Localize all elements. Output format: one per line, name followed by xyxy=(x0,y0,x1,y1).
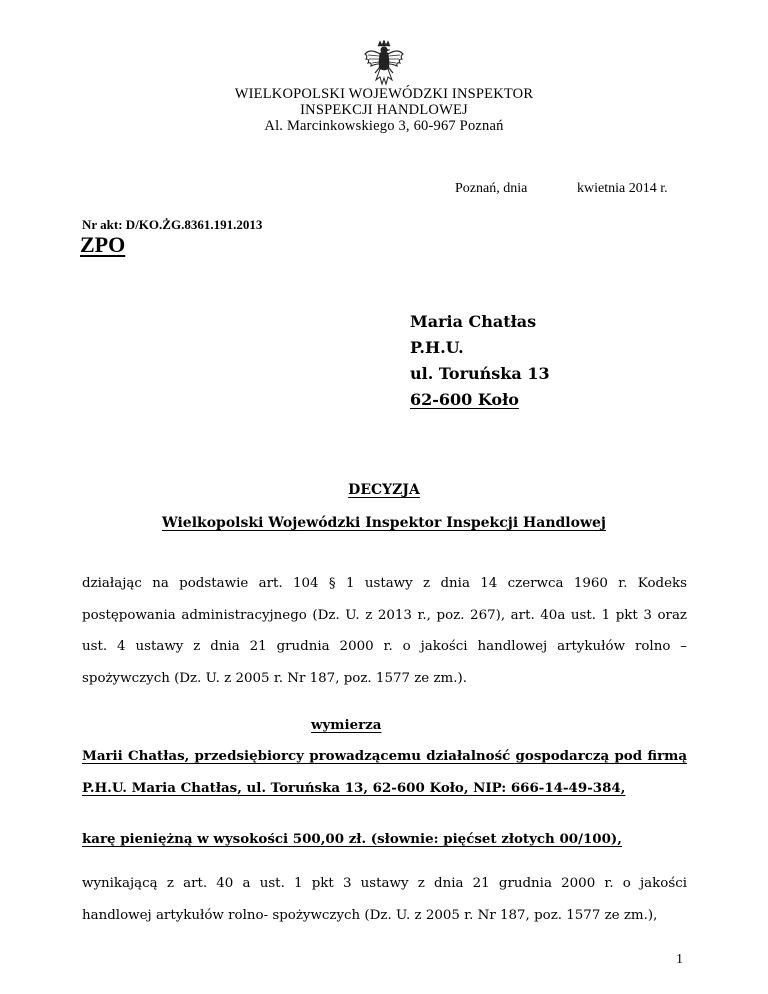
document-place: Poznań, dnia xyxy=(455,181,528,196)
document-date: kwietnia 2014 r. xyxy=(577,181,668,196)
penalty-amount-text: karę pieniężną w wysokości 500,00 zł. (słownie: pięćset złotych 00/100), xyxy=(82,831,622,847)
penalized-party-line: P.H.U. Maria Chatłas, ul. Toruńska 13, 62-600 Koło, NIP: 666-14-49-384, xyxy=(82,779,626,796)
authority-header-line-1: WIELKOPOLSKI WOJEWÓDZKI INSPEKTOR xyxy=(234,86,534,102)
imposes-verb: wymierza xyxy=(311,717,382,733)
penalized-party-paragraph xyxy=(82,741,687,804)
legal-basis-paragraph xyxy=(82,568,687,694)
addressee-city: 62-600 Koło xyxy=(410,390,519,409)
addressee-company: P.H.U. xyxy=(410,338,464,357)
penalty-grounds-line: handlowej artykułów rolno- spożywczych (Dz. U. z 2005 r. Nr 187, poz. 1577 ze zm.), xyxy=(82,907,658,923)
case-number: Nr akt: D/KO.ŻG.8361.191.2013 xyxy=(82,217,263,232)
penalty-grounds-paragraph xyxy=(82,868,687,931)
addressee-street: ul. Toruńska 13 xyxy=(410,364,550,383)
penalized-party-line: Marii Chatłas, przedsiębiorcy prowadzącemu działalność gospodarczą pod firmą xyxy=(82,748,687,764)
authority-address: Al. Marcinkowskiego 3, 60-967 Poznań xyxy=(264,118,504,134)
penalty-amount xyxy=(82,824,687,856)
addressee-name: Maria Chatłas xyxy=(410,312,537,331)
delivery-code: ZPO xyxy=(80,232,126,257)
authority-header-line-2: INSPEKCJI HANDLOWEJ xyxy=(300,102,468,118)
legal-basis-line: spożywczych (Dz. U. z 2005 r. Nr 187, poz. 1577 ze zm.). xyxy=(82,670,467,686)
legal-basis-line: ust. 4 ustawy z dnia 21 grudnia 2000 r. o jakości handlowej artykułów rolno – xyxy=(82,639,687,654)
decision-title: DECYZJA xyxy=(348,482,420,498)
legal-basis-line: działając na podstawie art. 104 § 1 ustawy z dnia 14 czerwca 1960 r. Kodeks xyxy=(82,576,687,591)
penalty-grounds-line: wynikającą z art. 40 a ust. 1 pkt 3 ustawy z dnia 21 grudnia 2000 r. o jakości xyxy=(82,876,687,891)
decision-authority: Wielkopolski Wojewódzki Inspektor Inspekcji Handlowej xyxy=(162,515,606,531)
page-number: 1 xyxy=(676,952,683,967)
polish-eagle-emblem-icon xyxy=(364,40,404,86)
legal-basis-line: postępowania administracyjnego (Dz. U. z 2013 r., poz. 267), art. 40a ust. 1 pkt 3 oraz xyxy=(82,607,687,623)
